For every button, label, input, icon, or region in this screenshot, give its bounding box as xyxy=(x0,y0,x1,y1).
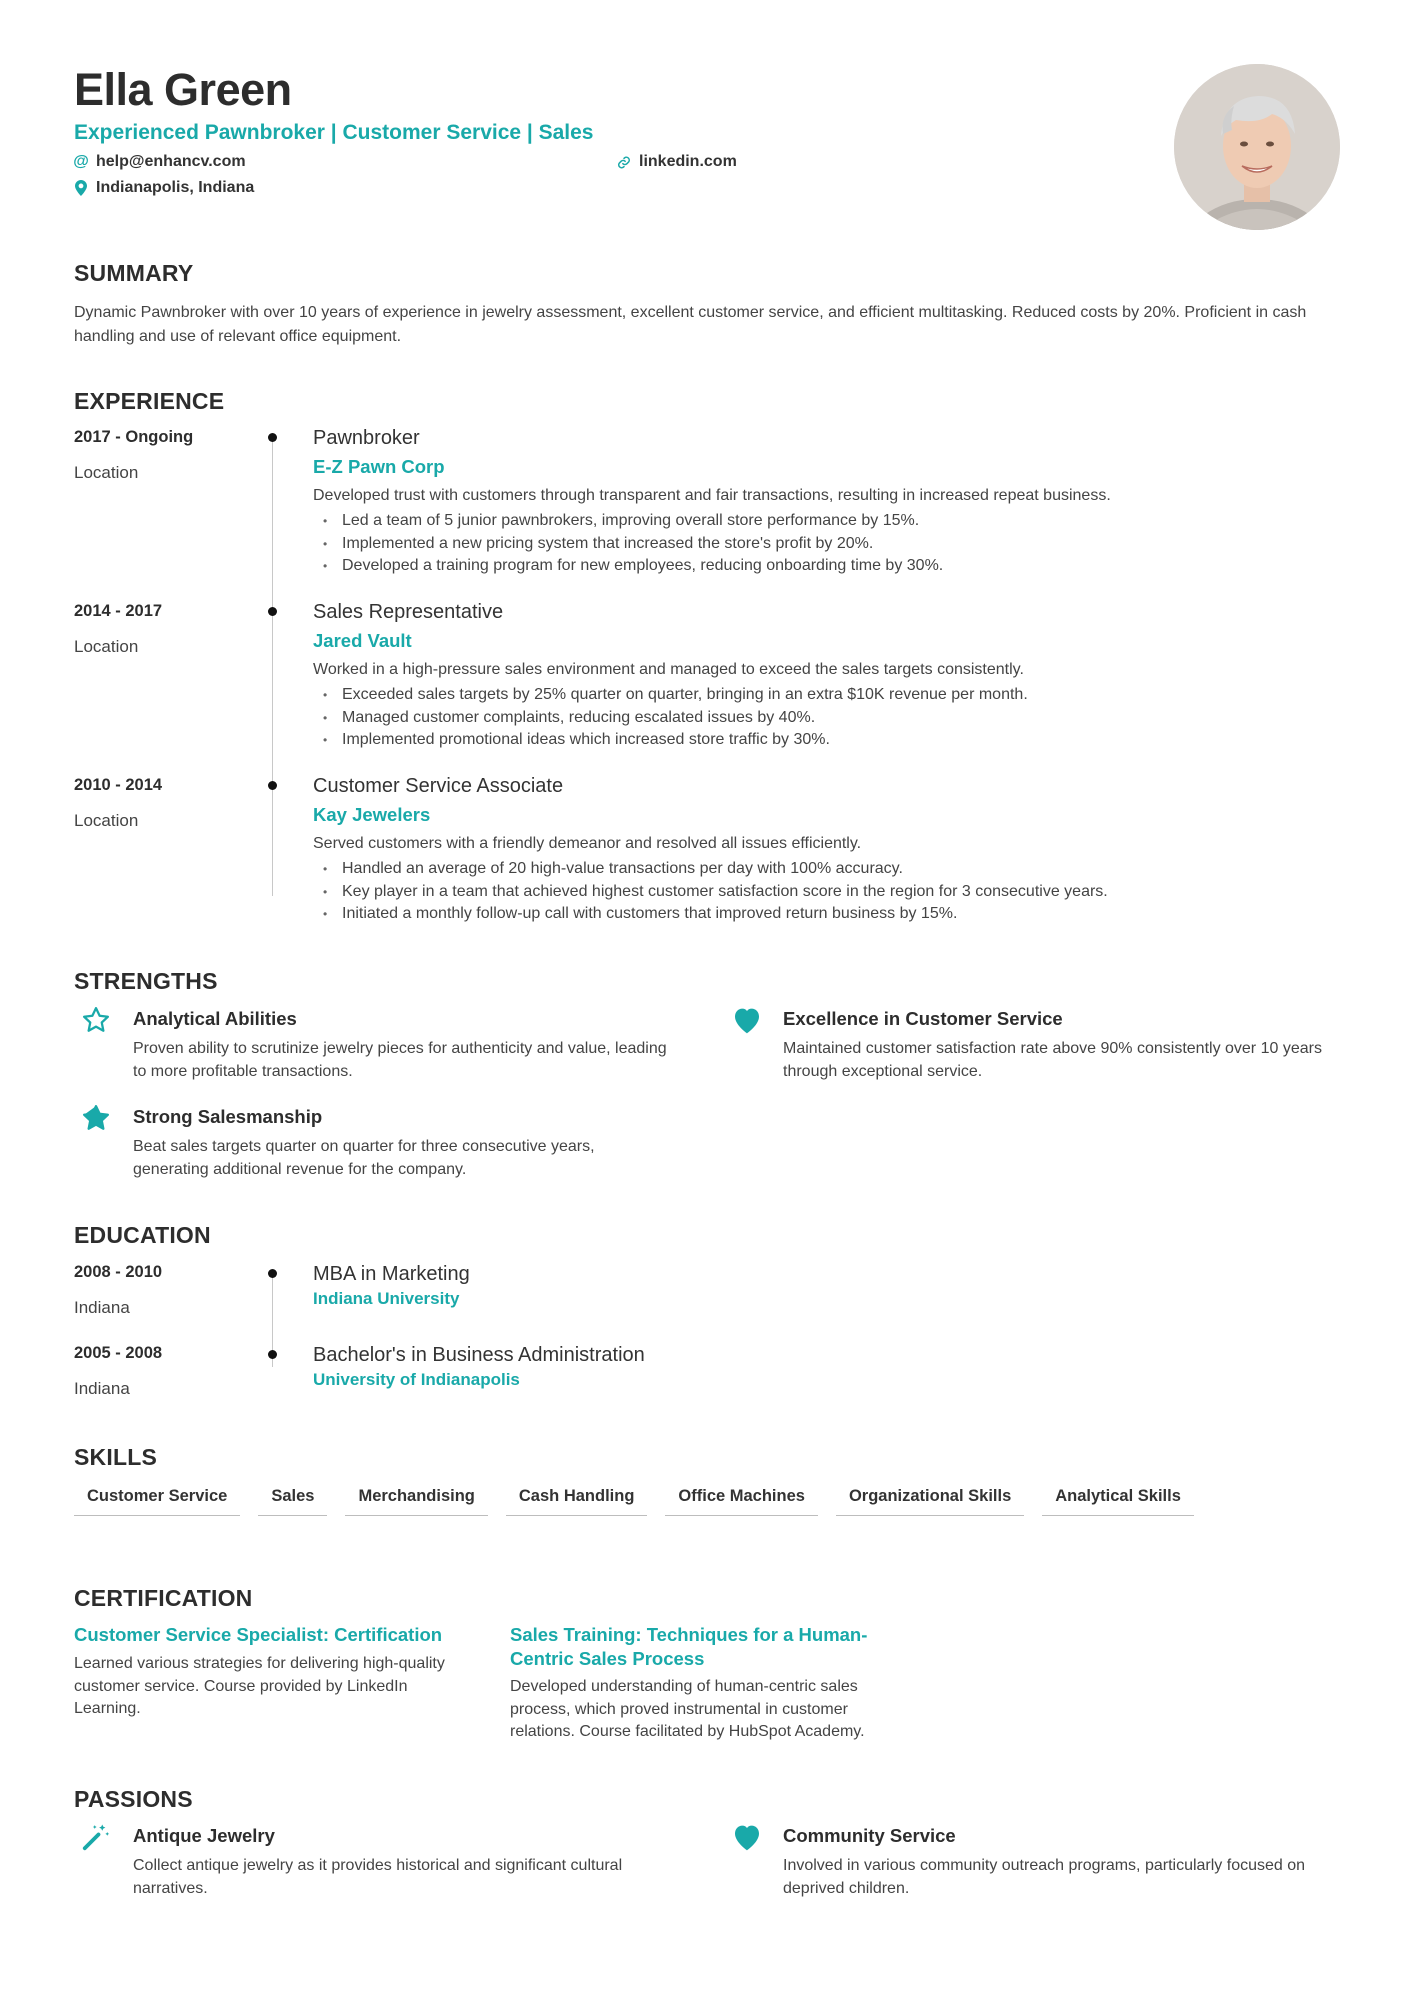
job-bullet: • Exceeded sales targets by 25% quarter on quarter, bringing in an extra $10K revenue per month. xyxy=(313,684,1028,707)
contact-linkedin[interactable] xyxy=(617,153,737,171)
link-icon xyxy=(617,155,631,170)
strength-desc: Beat sales targets quarter on quarter for three consecutive years, generating additional revenue for the company. xyxy=(133,1138,595,1178)
strength-title: Analytical Abilities xyxy=(133,1008,297,1029)
job-company: Jared Vault xyxy=(313,630,412,651)
skill-tag: Office Machines xyxy=(665,1487,818,1516)
profile-photo xyxy=(1174,64,1340,230)
skill-tag: Analytical Skills xyxy=(1042,1487,1194,1516)
location-pin-icon xyxy=(74,180,88,196)
job-title: Sales Representative xyxy=(313,601,504,623)
heart-icon xyxy=(731,1005,761,1035)
job-bullet: • Key player in a team that achieved highest customer satisfaction score in the region for 3 consecutive years. xyxy=(313,881,1108,904)
job-description: Served customers with a friendly demeanor and resolved all issues efficiently. xyxy=(313,835,862,852)
skill-tag: Merchandising xyxy=(345,1487,487,1516)
section-title-strengths: STRENGTHS xyxy=(74,968,218,994)
job-dates: 2014 - 2017 xyxy=(74,602,163,620)
skill-tag: Sales xyxy=(258,1487,327,1516)
candidate-name: Ella Green xyxy=(74,64,292,115)
passion-desc: Involved in various community outreach programs, particularly focused on deprived children. xyxy=(783,1857,1306,1897)
job-dates: 2017 - Ongoing xyxy=(74,428,194,446)
job-title: Customer Service Associate xyxy=(313,775,564,797)
education-dates: 2008 - 2010 xyxy=(74,1263,163,1281)
education-school: University of Indianapolis xyxy=(313,1370,520,1389)
email-text: help@enhancv.com xyxy=(96,153,246,170)
section-title-certification: CERTIFICATION xyxy=(74,1585,253,1611)
passion-desc: Collect antique jewelry as it provides historical and significant cultural narratives. xyxy=(133,1857,623,1897)
section-title-skills: SKILLS xyxy=(74,1444,157,1470)
section-title-education: EDUCATION xyxy=(74,1222,211,1248)
timeline-dot xyxy=(268,1350,277,1359)
summary-text: Dynamic Pawnbroker with over 10 years of experience in jewelry assessment, excellent customer service, and efficient multitasking. Reduced costs by 20%. Proficient in cash handling and use of relevant office equipment. xyxy=(74,304,1307,345)
certification-desc: Learned various strategies for delivering high-quality customer service. Course provided by LinkedIn Learning. xyxy=(74,1655,445,1717)
education-school: Indiana University xyxy=(313,1289,460,1308)
candidate-headline: Experienced Pawnbroker | Customer Service | Sales xyxy=(74,121,594,144)
job-title: Pawnbroker xyxy=(313,427,420,449)
job-bullet: • Initiated a monthly follow-up call with customers that improved return business by 15%. xyxy=(313,903,1108,926)
job-bullets xyxy=(313,858,1108,926)
passion-title: Community Service xyxy=(783,1825,956,1846)
linkedin-text: linkedin.com xyxy=(639,153,737,170)
contact-location xyxy=(74,179,254,197)
job-bullet: • Developed a training program for new employees, reducing onboarding time by 30%. xyxy=(313,555,943,578)
timeline-dot xyxy=(268,781,277,790)
education-dates: 2005 - 2008 xyxy=(74,1344,163,1362)
job-company: Kay Jewelers xyxy=(313,804,431,825)
strength-desc: Proven ability to scrutinize jewelry pieces for authenticity and value, leading to more profitable transactions. xyxy=(133,1040,667,1080)
contact-email[interactable] xyxy=(74,153,246,171)
education-location: Indiana xyxy=(74,1379,130,1398)
job-description: Developed trust with customers through transparent and fair transactions, resulting in increased repeat business. xyxy=(313,487,1111,504)
skill-tag: Customer Service xyxy=(74,1487,240,1516)
job-bullet: • Handled an average of 20 high-value transactions per day with 100% accuracy. xyxy=(313,858,1108,881)
certification-title: Sales Training: Techniques for a Human-Centric Sales Process xyxy=(510,1624,868,1669)
experience-timeline-line xyxy=(272,436,273,896)
magic-wand-icon xyxy=(81,1822,111,1852)
job-location: Location xyxy=(74,463,139,482)
section-title-experience: EXPERIENCE xyxy=(74,388,225,414)
job-location: Location xyxy=(74,811,139,830)
strength-desc: Maintained customer satisfaction rate above 90% consistently over 10 years through exceptional service. xyxy=(783,1040,1322,1080)
skills-list xyxy=(74,1487,1194,1516)
job-dates: 2010 - 2014 xyxy=(74,776,163,794)
star-half-icon xyxy=(81,1103,111,1133)
location-text: Indianapolis, Indiana xyxy=(96,179,255,196)
job-bullet: • Implemented promotional ideas which increased store traffic by 30%. xyxy=(313,729,1028,752)
passion-title: Antique Jewelry xyxy=(133,1825,275,1846)
timeline-dot xyxy=(268,607,277,616)
section-title-passions: PASSIONS xyxy=(74,1786,193,1812)
skill-tag: Cash Handling xyxy=(506,1487,648,1516)
heart-icon xyxy=(731,1822,761,1852)
job-company: E-Z Pawn Corp xyxy=(313,456,445,477)
education-degree: MBA in Marketing xyxy=(313,1263,470,1285)
job-bullet: • Implemented a new pricing system that increased the store's profit by 20%. xyxy=(313,533,943,556)
star-outline-icon xyxy=(81,1005,111,1035)
education-location: Indiana xyxy=(74,1298,130,1317)
job-bullets xyxy=(313,510,943,578)
job-bullet: • Led a team of 5 junior pawnbrokers, improving overall store performance by 15%. xyxy=(313,510,943,533)
timeline-dot xyxy=(268,433,277,442)
job-bullets xyxy=(313,684,1028,752)
at-icon: @ xyxy=(73,153,89,170)
section-title-summary: SUMMARY xyxy=(74,260,194,286)
skill-tag: Organizational Skills xyxy=(836,1487,1024,1516)
education-degree: Bachelor's in Business Administration xyxy=(313,1344,645,1366)
certification-title: Customer Service Specialist: Certification xyxy=(74,1624,443,1645)
job-location: Location xyxy=(74,637,139,656)
timeline-dot xyxy=(268,1269,277,1278)
strength-title: Excellence in Customer Service xyxy=(783,1008,1063,1029)
certification-desc: Developed understanding of human-centric sales process, which proved instrumental in customer relations. Course facilitated by HubSpot Academy. xyxy=(510,1678,865,1740)
strength-title: Strong Salesmanship xyxy=(133,1106,323,1127)
job-bullet: • Managed customer complaints, reducing escalated issues by 40%. xyxy=(313,707,1028,730)
job-description: Worked in a high-pressure sales environment and managed to exceed the sales targets consistently. xyxy=(313,661,1024,678)
